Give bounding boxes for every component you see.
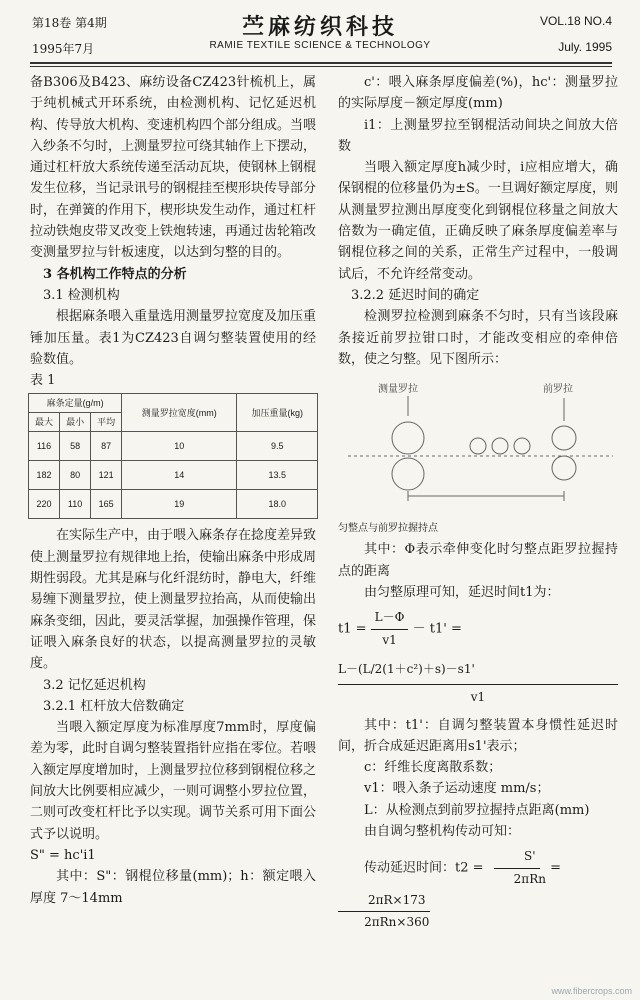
table-cell: 87 bbox=[91, 432, 122, 461]
journal-title-cn: 苎麻纺织科技 bbox=[241, 14, 398, 40]
right-column bbox=[338, 72, 618, 938]
table-cell: 182 bbox=[29, 461, 60, 490]
table-header: 加压重量(kg) bbox=[237, 394, 318, 432]
table-cell: 10 bbox=[122, 432, 237, 461]
table-cell: 19 bbox=[122, 490, 237, 519]
paragraph: 当喂入额定厚度h减少时，i应相应增大，确保钢棍的位移量仍为±S。一旦调好额定厚度，则从测量罗拉测出厚度变化到钢棍位移量之间放大倍数为一确定值，正确反映了麻条厚度偏差率与钢棍位移之间的关系，正常生产过程中，一般调试后，不允许经常变动。 bbox=[338, 160, 618, 282]
paragraph: i1：上测量罗拉至钢棍活动间块之间放大倍数 bbox=[338, 117, 618, 154]
paragraph: 根据麻条喂入重量选用测量罗拉宽度及加压重锤加压量。表1为CZ423自调匀整装置使用的经验数值。 bbox=[30, 309, 317, 367]
volume-issue-en: VOL.18 NO.4 bbox=[539, 14, 612, 28]
table-row bbox=[29, 432, 318, 461]
figure-label: 前罗拉 bbox=[543, 384, 573, 396]
figure-label: 测量罗拉 bbox=[378, 384, 418, 396]
roller-diagram-svg bbox=[338, 376, 618, 516]
section-heading: 3 各机构工作特点的分析 bbox=[43, 266, 187, 282]
paragraph: c：纤维长度离散系数； bbox=[364, 760, 502, 776]
paragraph: 其中：S"：钢棍位移量(mm)；h：额定喂入厚度 7～14mm bbox=[30, 869, 316, 906]
paragraph: 其中：Φ表示牵伸变化时匀整点距罗拉握持点的距离 bbox=[338, 542, 618, 579]
subsection-heading: 3.2.1 杠杆放大倍数确定 bbox=[43, 698, 185, 714]
table-cell: 220 bbox=[29, 490, 60, 519]
formula: S" = hc'i1 bbox=[30, 847, 96, 863]
subsection-heading: 3.2 记忆延迟机构 bbox=[43, 677, 146, 693]
table-cell: 116 bbox=[29, 432, 60, 461]
numerator: S' bbox=[494, 846, 540, 868]
denominator: 2πRn bbox=[513, 871, 546, 886]
left-column bbox=[30, 72, 316, 909]
table-caption: 表 1 bbox=[30, 373, 56, 389]
fraction bbox=[488, 846, 546, 890]
equation-lhs: 传动延迟时间：t2 = bbox=[364, 860, 484, 876]
fraction bbox=[338, 890, 430, 934]
table-cell: 14 bbox=[122, 461, 237, 490]
table-cell: 9.5 bbox=[237, 432, 318, 461]
paragraph: L：从检测点到前罗拉握持点距离(mm) bbox=[364, 802, 590, 818]
paragraph: 备B306及B423、麻纺设备CZ423针梳机上，属于纯机械式开环系统，由检测机构、记忆延迟机构、传导放大机构、变速机构四个部分组成。当喂入纱条不匀时，上测量罗拉可绕其轴作上下摆动，通过杠杆放大系统传递至活动瓦块，使钢林上钢棍发生位移，当记录讯号的钢棍挂至楔形块传导部分时，在弹簧的作用下，楔形块发生动作，通过杠杆拉动铁炮皮带叉改变上铁炮转速，再通过齿轮箱改变测量罗拉与针板速度，以达到匀整的目的。 bbox=[30, 75, 317, 261]
table-cell: 121 bbox=[91, 461, 122, 490]
watermark: www.fibercrops.com bbox=[551, 986, 632, 996]
numerator: L－(L/2(1＋c²)＋s)－s1' bbox=[338, 657, 618, 685]
table-header: 麻条定量(g/m) bbox=[29, 394, 122, 413]
table-row bbox=[29, 461, 318, 490]
denominator: 2πRn×360 bbox=[364, 915, 430, 930]
date-en: July. 1995 bbox=[558, 40, 612, 54]
paragraph: 检测罗拉检测到麻条不匀时，只有当该段麻条接近前罗拉钳口时，才能改变相应的牵伸倍数，使之匀整。见下图所示： bbox=[338, 309, 618, 367]
table-cell: 13.5 bbox=[237, 461, 318, 490]
denominator: v1 bbox=[470, 690, 486, 705]
subsection-heading: 3.1 检测机构 bbox=[43, 287, 120, 303]
volume-issue-cn: 第18卷 第4期 bbox=[32, 16, 107, 30]
journal-title-en: RAMIE TEXTILE SCIENCE & TECHNOLOGY bbox=[209, 40, 431, 51]
table-header: 平均 bbox=[91, 413, 122, 432]
table-cell: 80 bbox=[60, 461, 91, 490]
denominator: v1 bbox=[382, 632, 397, 647]
paragraph: 在实际生产中，由于喂入麻条存在捻度差异致使上测量罗拉有规律地上抬，使输出麻条中形成周期性弱段。尤其是麻与化纤混纺时，静电大，纤维易缠下测量罗拉，使上测量罗拉抬高，从而使输出麻条变细，因此，要灵活掌握，加强操作管理，保证喂入麻条良好的状态，以提高测量罗拉的灵敏度。 bbox=[30, 528, 317, 672]
paragraph: 由匀整原理可知，延迟时间t1为： bbox=[364, 585, 560, 601]
equation-lhs: t1 = bbox=[338, 621, 367, 637]
paragraph: c'：喂入麻条厚度偏差(%)，hc'：测量罗拉的实际厚度－额定厚度(mm) bbox=[338, 75, 618, 112]
data-table bbox=[28, 393, 318, 519]
roller-diagram bbox=[338, 376, 618, 516]
numerator: L－Φ bbox=[371, 607, 409, 629]
figure-caption: 匀整点与前罗拉握持点 bbox=[338, 523, 438, 535]
table-header: 最小 bbox=[60, 413, 91, 432]
table-cell: 58 bbox=[60, 432, 91, 461]
equation-2 bbox=[338, 657, 618, 709]
table-header: 测量罗拉宽度(mm) bbox=[122, 394, 237, 432]
table-row bbox=[29, 490, 318, 519]
header-rule bbox=[30, 62, 612, 67]
paragraph: 当喂入额定厚度为标准厚度7mm时，厚度偏差为零，此时自调匀整装置指针应指在零位。若喂入额定厚度增加时，上测量罗拉位移到钢棍位移之间放大比例要相应减少，一则可调整小罗拉位置，二则可改变杠杆比予以实现。调节关系可用下面公式予以说明。 bbox=[30, 720, 317, 842]
table-cell: 165 bbox=[91, 490, 122, 519]
subsection-heading: 3.2.2 延迟时间的确定 bbox=[351, 287, 480, 303]
equals-sign: = bbox=[550, 860, 562, 876]
numerator: 2πR×173 bbox=[338, 890, 430, 912]
equation-1 bbox=[338, 607, 618, 651]
equation-tail: － t1' = bbox=[412, 621, 462, 637]
date-cn: 1995年7月 bbox=[32, 42, 95, 56]
paragraph: 其中：t1'：自调匀整装置本身惯性延迟时间，折合成延迟距离用s1'表示； bbox=[338, 717, 618, 754]
page-header bbox=[0, 0, 640, 58]
table-cell: 110 bbox=[60, 490, 91, 519]
paragraph: 由自调匀整机构传动可知： bbox=[364, 824, 521, 840]
table-cell: 18.0 bbox=[237, 490, 318, 519]
fraction bbox=[371, 607, 409, 651]
paragraph: v1：喂入条子运动速度 mm/s； bbox=[364, 781, 550, 797]
table-header: 最大 bbox=[29, 413, 60, 432]
equation-3 bbox=[338, 846, 618, 933]
